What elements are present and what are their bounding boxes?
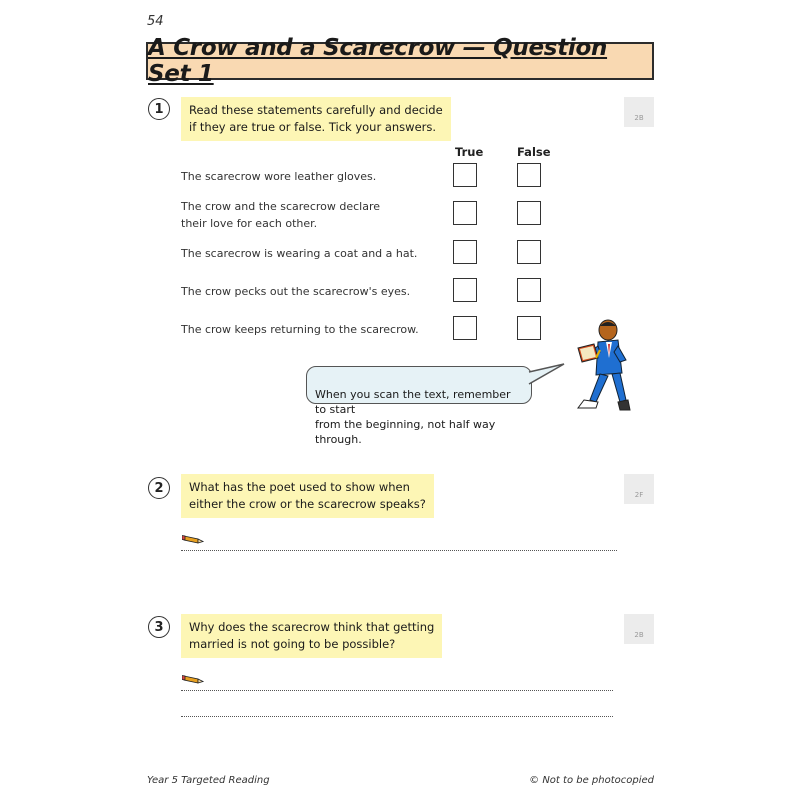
pencil-icon [182,673,204,685]
footer-right: © Not to be photocopied [529,775,654,786]
mark-code-2: 2F [634,491,644,499]
page-title: A Crow and a Scarecrow — Question Set 1 [148,35,608,87]
question-number-2: 2 [148,477,170,499]
answer-line-q3-2[interactable] [181,716,613,717]
question-number-1: 1 [148,98,170,120]
false-column-header: False [517,145,551,159]
answer-line-q3-1[interactable] [181,690,613,691]
answer-line-q2[interactable] [181,550,617,551]
footer-left: Year 5 Targeted Reading [147,775,270,786]
false-checkbox-5[interactable] [517,316,541,340]
reading-man-illustration [560,318,640,423]
statement-1: The scarecrow wore leather gloves. [181,170,377,183]
question-1-prompt: Read these statements carefully and decide if they are true or false. Tick your answers. [181,97,451,141]
false-checkbox-4[interactable] [517,278,541,302]
true-checkbox-2[interactable] [453,201,477,225]
mark-code-box-3 [624,614,654,644]
statement-5: The crow keeps returning to the scarecrow. [181,323,419,336]
tip-text: When you scan the text, remember to start from the beginning, not half way through. [315,388,511,446]
false-checkbox-2[interactable] [517,201,541,225]
statement-4: The crow pecks out the scarecrow's eyes. [181,285,411,298]
false-checkbox-1[interactable] [517,163,541,187]
true-checkbox-3[interactable] [453,240,477,264]
statement-2: The crow and the scarecrow declare their love for each other. [181,200,381,230]
page-number: 54 [147,14,164,29]
mark-code-3: 2B [634,631,644,639]
false-checkbox-3[interactable] [517,240,541,264]
true-checkbox-1[interactable] [453,163,477,187]
question-2-prompt: What has the poet used to show when either the crow or the scarecrow speaks? [181,474,434,518]
pencil-icon [182,533,204,545]
tip-speech-bubble [306,366,532,446]
title-banner [146,35,654,87]
true-checkbox-5[interactable] [453,316,477,340]
true-checkbox-4[interactable] [453,278,477,302]
mark-code-box-2 [624,474,654,504]
mark-code-1: 2B [634,114,644,122]
mark-code-box-1 [624,97,654,127]
question-3-prompt: Why does the scarecrow think that getting married is not going to be possible? [181,614,442,658]
true-column-header: True [455,145,484,159]
question-number-3: 3 [148,616,170,638]
statement-3: The scarecrow is wearing a coat and a hat. [181,247,418,260]
